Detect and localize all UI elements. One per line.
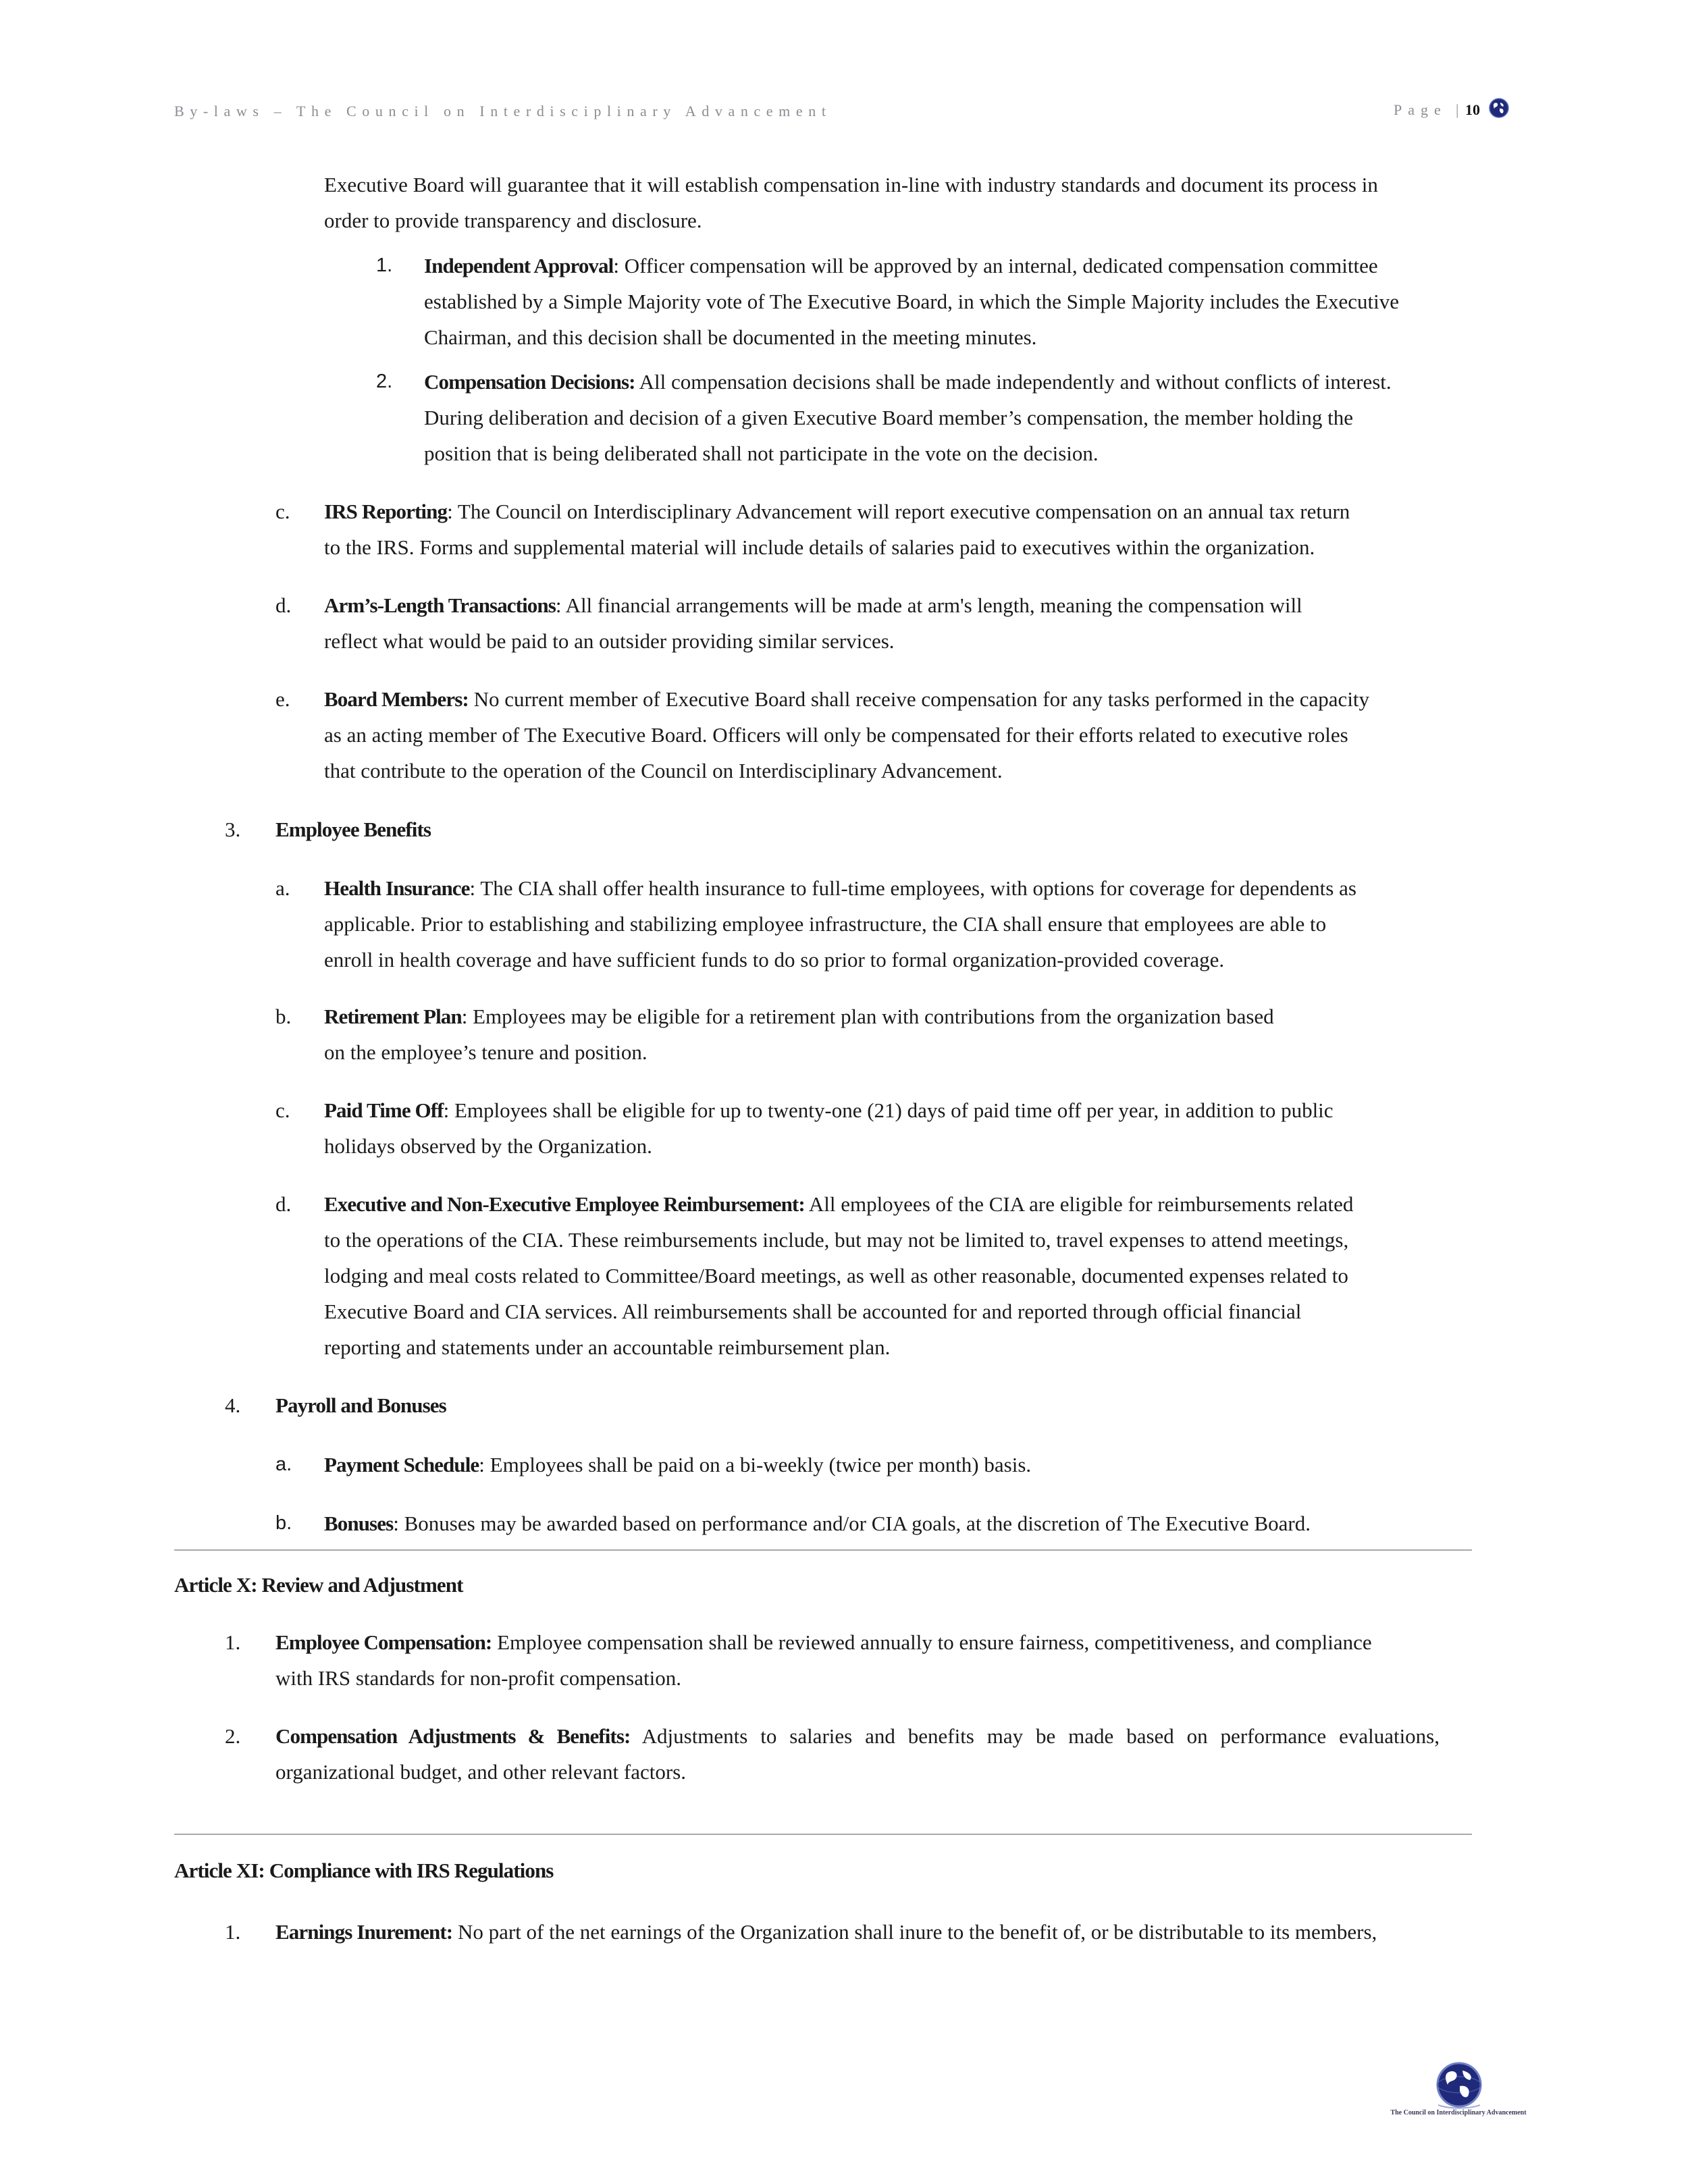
compensation-adjustments-line-2: organizational budget, and other relevant factors. bbox=[275, 1760, 686, 1784]
text-fragment: : Employees may be eligible for a retirement plan with contributions from the organization based bbox=[461, 1005, 1274, 1028]
reimbursement-line-1 bbox=[324, 1186, 1353, 1222]
sub-item-number: 1. bbox=[376, 255, 393, 276]
article-item-number: 1. bbox=[225, 1630, 241, 1654]
reimbursement-line-2: to the operations of the CIA. These reimbursements include, but may not be limited to, travel expenses to attend meetings, bbox=[324, 1228, 1349, 1252]
term-bonuses: Bonuses bbox=[324, 1512, 394, 1535]
employee-compensation-line-1 bbox=[275, 1624, 1372, 1660]
text-fragment: : The Council on Interdisciplinary Advancement will report executive compensation on an annual tax return bbox=[447, 500, 1350, 523]
compensation-decisions-line-3: position that is being deliberated shall not participate in the vote on the decision. bbox=[424, 442, 1099, 465]
intro-line-2: order to provide transparency and disclosure. bbox=[324, 209, 702, 232]
text-fragment: : Officer compensation will be approved by an internal, dedicated compensation committee bbox=[613, 254, 1378, 277]
reimbursement-line-3: lodging and meal costs related to Committee/Board meetings, as well as other reasonable, documented expenses related to bbox=[324, 1264, 1348, 1287]
text-fragment: : Employees shall be eligible for up to twenty-one (21) days of paid time off per year, in addition to public bbox=[443, 1098, 1334, 1122]
text-fragment: No current member of Executive Board shall receive compensation for any tasks performed in the capacity bbox=[468, 687, 1370, 711]
sub-item-number: 2. bbox=[376, 371, 393, 392]
board-members-line-1 bbox=[324, 681, 1369, 717]
earnings-inurement-line-1 bbox=[275, 1914, 1377, 1950]
independent-approval-line-2: established by a Simple Majority vote of The Executive Board, in which the Simple Majority includes the Executive bbox=[424, 290, 1400, 313]
health-insurance-line-3: enroll in health coverage and have sufficient funds to do so prior to formal organization-provided coverage. bbox=[324, 948, 1225, 971]
health-insurance-line-1 bbox=[324, 870, 1356, 906]
compensation-decisions-line-2: During deliberation and decision of a given Executive Board member’s compensation, the member holding the bbox=[424, 406, 1353, 429]
retirement-plan-line-2: on the employee’s tenure and position. bbox=[324, 1040, 648, 1064]
text-fragment: : All financial arrangements will be made at arm's length, meaning the compensation will bbox=[555, 593, 1302, 617]
item-letter: c. bbox=[275, 500, 290, 523]
reimbursement-line-5: reporting and statements under an accountable reimbursement plan. bbox=[324, 1335, 891, 1359]
employee-compensation-line-2: with IRS standards for non-profit compensation. bbox=[275, 1666, 681, 1690]
article-item-number: 1. bbox=[225, 1920, 241, 1944]
text-fragment: Employee compensation shall be reviewed annually to ensure fairness, competitiveness, and compliance bbox=[492, 1630, 1372, 1654]
section-number: 4. bbox=[225, 1393, 241, 1417]
term-board-members: Board Members: bbox=[324, 687, 469, 711]
arms-length-line-2: reflect what would be paid to an outsider providing similar services. bbox=[324, 629, 895, 653]
text-fragment: Adjustments to salaries and benefits may be made based on performance evaluations, bbox=[630, 1724, 1440, 1748]
item-letter: d. bbox=[275, 1192, 292, 1216]
irs-reporting-line-2: to the IRS. Forms and supplemental material will include details of salaries paid to executives within the organization. bbox=[324, 535, 1315, 559]
item-letter: d. bbox=[275, 593, 292, 617]
term-payment-schedule: Payment Schedule bbox=[324, 1453, 479, 1476]
compensation-adjustments-line-1 bbox=[275, 1718, 1440, 1754]
page-number: 10 bbox=[1465, 101, 1480, 118]
item-letter: c. bbox=[275, 1098, 290, 1122]
term-compensation-decisions: Compensation Decisions: bbox=[424, 370, 635, 394]
section-title-employee-benefits: Employee Benefits bbox=[275, 818, 431, 841]
section-title-payroll-bonuses: Payroll and Bonuses bbox=[275, 1393, 446, 1417]
article-x-heading: Article X: Review and Adjustment bbox=[174, 1573, 463, 1597]
paid-time-off-line-1 bbox=[324, 1092, 1334, 1128]
text-fragment: All employees of the CIA are eligible for reimbursements related bbox=[804, 1192, 1354, 1216]
page-separator: | bbox=[1456, 101, 1459, 118]
section-number: 3. bbox=[225, 818, 241, 841]
intro-line-1: Executive Board will guarantee that it will establish compensation in-line with industry standards and document its process in bbox=[324, 173, 1378, 196]
item-letter: a. bbox=[275, 1454, 292, 1475]
term-paid-time-off: Paid Time Off bbox=[324, 1098, 444, 1122]
article-item-number: 2. bbox=[225, 1724, 241, 1748]
text-fragment: : The CIA shall offer health insurance to full-time employees, with options for coverage for dependents as bbox=[469, 876, 1356, 900]
term-compensation-adjustments: Compensation Adjustments & Benefits: bbox=[275, 1724, 631, 1748]
section-divider bbox=[174, 1834, 1472, 1835]
footer-caption: The Council on Interdisciplinary Advancement bbox=[1390, 2109, 1527, 2116]
reimbursement-line-4: Executive Board and CIA services. All reimbursements shall be accounted for and reported through official financial bbox=[324, 1300, 1302, 1323]
text-fragment: : Employees shall be paid on a bi-weekly (twice per month) basis. bbox=[479, 1453, 1032, 1476]
independent-approval-line-3: Chairman, and this decision shall be documented in the meeting minutes. bbox=[424, 325, 1037, 349]
item-letter: b. bbox=[275, 1512, 292, 1534]
retirement-plan-line-1 bbox=[324, 998, 1274, 1034]
text-fragment: No part of the net earnings of the Organization shall inure to the benefit of, or be distributable to its members, bbox=[452, 1920, 1377, 1944]
independent-approval-line-1 bbox=[424, 248, 1378, 284]
irs-reporting-line-1 bbox=[324, 494, 1350, 529]
text-fragment: : Bonuses may be awarded based on performance and/or CIA goals, at the discretion of The Executive Board. bbox=[393, 1512, 1311, 1535]
board-members-line-3: that contribute to the operation of the Council on Interdisciplinary Advancement. bbox=[324, 759, 1003, 782]
bonuses-line bbox=[324, 1506, 1311, 1541]
item-letter: a. bbox=[275, 876, 290, 900]
text-fragment: All compensation decisions shall be made independently and without conflicts of interest. bbox=[635, 370, 1392, 394]
board-members-line-2: as an acting member of The Executive Board. Officers will only be compensated for their efforts related to executive roles bbox=[324, 723, 1348, 747]
payment-schedule-line bbox=[324, 1447, 1031, 1483]
item-letter: e. bbox=[275, 687, 290, 711]
paid-time-off-line-2: holidays observed by the Organization. bbox=[324, 1134, 652, 1158]
health-insurance-line-2: applicable. Prior to establishing and stabilizing employee infrastructure, the CIA shall ensure that employees are able to bbox=[324, 912, 1327, 936]
compensation-decisions-line-1 bbox=[424, 364, 1392, 400]
term-retirement-plan: Retirement Plan bbox=[324, 1005, 462, 1028]
term-arms-length: Arm’s-Length Transactions bbox=[324, 593, 556, 617]
running-header-title: By-laws – The Council on Interdisciplinary Advancement bbox=[174, 103, 832, 119]
term-reimbursement: Executive and Non-Executive Employee Reimbursement: bbox=[324, 1192, 805, 1216]
term-employee-compensation: Employee Compensation: bbox=[275, 1630, 492, 1654]
term-irs-reporting: IRS Reporting bbox=[324, 500, 448, 523]
article-xi-heading: Article XI: Compliance with IRS Regulations bbox=[174, 1859, 554, 1882]
globe-logo-icon bbox=[1488, 97, 1510, 119]
term-earnings-inurement: Earnings Inurement: bbox=[275, 1920, 453, 1944]
term-independent-approval: Independent Approval bbox=[424, 254, 614, 277]
section-divider bbox=[174, 1549, 1472, 1551]
page-label: Page bbox=[1394, 101, 1447, 118]
arms-length-line-1 bbox=[324, 587, 1302, 623]
item-letter: b. bbox=[275, 1005, 292, 1028]
term-health-insurance: Health Insurance bbox=[324, 876, 470, 900]
